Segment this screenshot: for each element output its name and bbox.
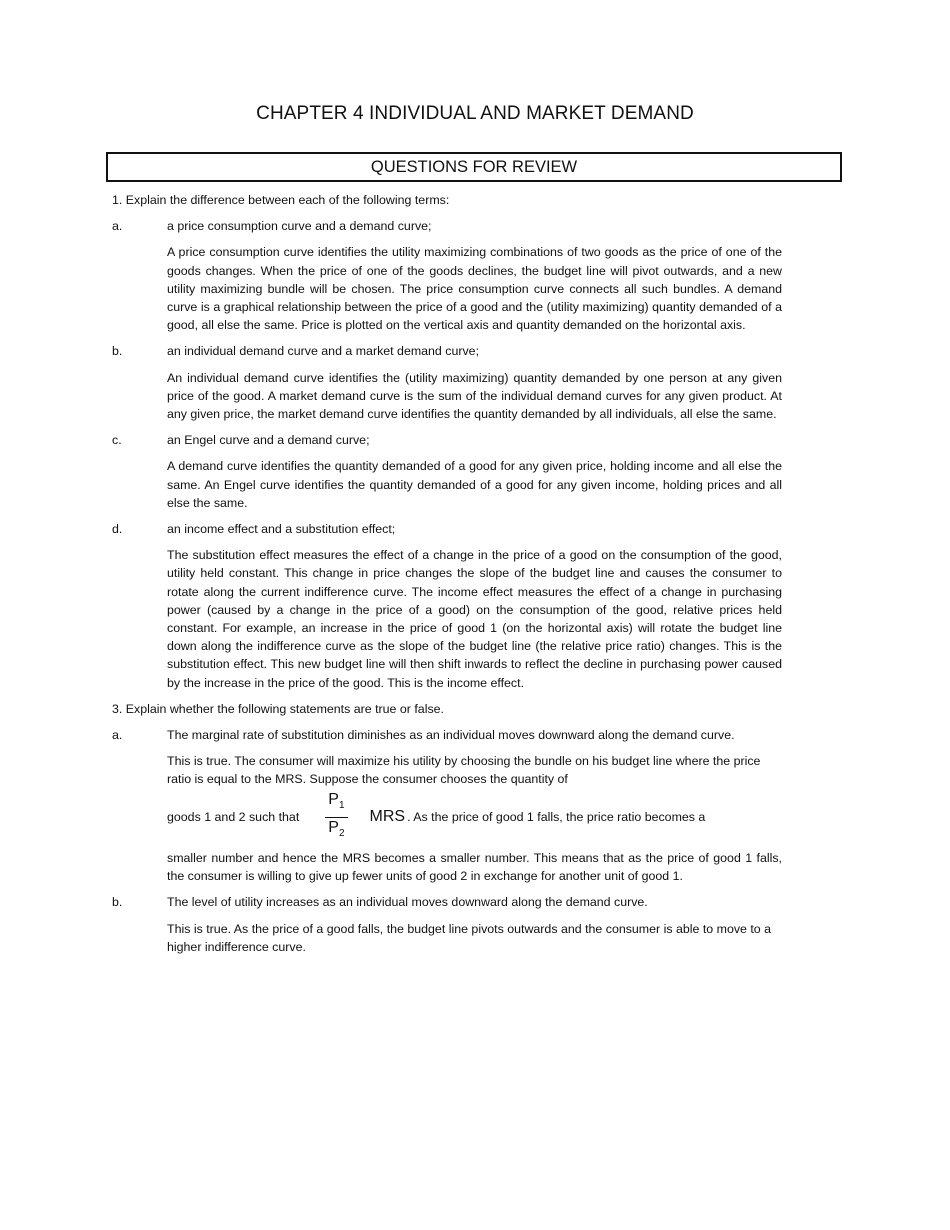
item-question: The level of utility increases as an individual moves downward along the demand curve. [167,895,648,910]
formula-tail: . As the price of good 1 falls, the price ratio becomes a [407,809,706,824]
item-question: an income effect and a substitution effect; [167,522,396,537]
page-title: CHAPTER 4 INDIVIDUAL AND MARKET DEMAND [256,103,694,124]
item-label: b. [112,344,123,359]
answer-1b: An individual demand curve identifies the (utility maximizing) quantity demanded by one person at any given price of the good. A market demand curve is the sum of the individual demand curves for any given product. At any given price, the market demand curve identifies the quantity demanded by all individuals, all else the same. [167,370,782,422]
answer-1c: A demand curve identifies the quantity demanded of a good for any given price, holding income and all else the same. An Engel curve identifies the quantity demanded of a good for any given income, holding prices and all else the same. [167,459,782,510]
question-1c [112,431,782,449]
question-3-prompt: 3. Explain whether the following statements are true or false. [112,701,444,716]
formula-lead: goods 1 and 2 such that [167,809,300,824]
item-label: a. [112,219,123,234]
question-1b [112,342,782,360]
question-1a [112,217,782,235]
item-question: The marginal rate of substitution diminishes as an individual moves downward along the demand curve. [167,728,735,743]
question-1-prompt: 1. Explain the difference between each of the following terms: [112,193,450,207]
fraction-denominator: $P_2$ [328,818,345,840]
answer-3a-intro: This is true. The consumer will maximize his utility by choosing the bundle on his budget line where the price ratio is equal to the MRS. Suppose the consumer chooses the quantity of [167,754,761,787]
item-label: c. [112,433,122,448]
document-body [112,191,782,964]
item-question: an individual demand curve and a market demand curve; [167,344,480,359]
question-1d [112,520,782,538]
item-question: an Engel curve and a demand curve; [167,433,370,448]
answer-3a [167,752,782,885]
price-ratio-formula [167,791,782,843]
answer-3b: This is true. As the price of a good falls, the budget line pivots outwards and the consumer is able to move to a higher indifference curve. [167,921,772,954]
answer-1a: A price consumption curve identifies the utility maximizing combinations of two goods as the price of one of the goods changes. When the price of one of the goods declines, the budget line will pivot outwards, and a new utility maximizing bundle will be chosen. The price consumption curve connects all such bundles. A demand curve is a graphical relationship between the price of a good and the (utility maximizing) quantity demanded of a good, all else the same. Price is plotted on the vertical axis and quantity demanded on the horizontal axis. [167,245,782,333]
item-label: b. [112,895,123,910]
formula-mrs: MRS [369,807,406,825]
question-3b [112,893,782,911]
item-label: a. [112,728,123,743]
answer-1d: The substitution effect measures the effect of a change in the price of a good on the consumption of the good, utility held constant. This change in price changes the slope of the budget line and causes the consumer to rotate along the current indifference curve. The income effect measures the effect of a change in purchasing power (caused by a change in the price of a good) on the consumption of the good, relative prices held constant. For example, an increase in the price of good 1 (on the horizontal axis) will rotate the budget line down along the indifference curve as the slope of the budget line (the relative price ratio) changes. This is the substitution effect. This new budget line will then shift inwards to reflect the decline in purchasing power caused by the increase in the price of the good. This is the income effect. [167,548,782,690]
item-label: d. [112,522,123,537]
fraction-numerator: $P_1$ [325,791,347,818]
answer-3a-conclusion: smaller number and hence the MRS becomes a smaller number. This means that as the price of good 1 falls, the consumer is willing to give up fewer units of good 2 in exchange for another unit of good 1. [167,851,782,884]
price-ratio-fraction [325,791,347,843]
question-3a [112,726,782,744]
item-question: a price consumption curve and a demand curve; [167,219,432,234]
section-header: QUESTIONS FOR REVIEW [106,152,842,182]
